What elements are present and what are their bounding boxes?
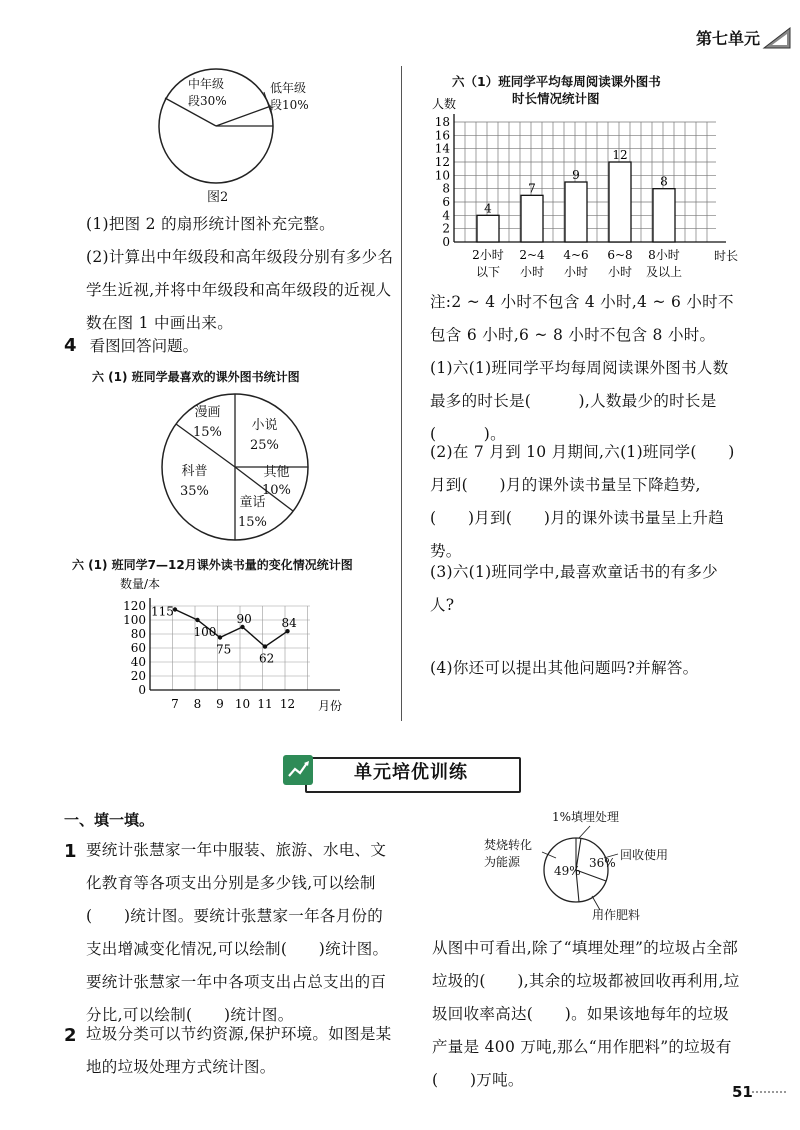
garbage-burn-label-2: 为能源: [484, 855, 521, 869]
line-y-tick: 0: [138, 683, 146, 697]
pie2-low-pct: 段10%: [270, 98, 309, 112]
bar: [565, 182, 587, 242]
q4-text: 看图回答问题。: [89, 337, 199, 355]
reading-time-bar-chart: [420, 97, 739, 283]
line-y-tick: 40: [130, 655, 146, 669]
bar-x-tick-line2: 及以上: [645, 265, 683, 279]
bar-x-tick-line2: 小时: [519, 265, 545, 279]
bar-y-tick: 14: [434, 141, 450, 156]
line-chart-title: 六 (1) 班同学7—12月课外读书量的变化情况统计图: [72, 558, 353, 572]
bar-x-tick-line1: 6~8: [607, 248, 633, 262]
line-data-label: 62: [259, 651, 275, 666]
section-heading: 一、填一填。: [64, 811, 155, 829]
bar-x-tick-line1: 8小时: [648, 248, 680, 262]
line-y-tick: 80: [130, 627, 146, 641]
bar: [477, 215, 499, 242]
bar-x-tick-line2: 小时: [563, 265, 589, 279]
bar-data-label: 4: [484, 201, 492, 216]
pie2-low-label: 低年级: [270, 81, 307, 95]
bar: [653, 189, 675, 242]
bar: [609, 162, 631, 242]
pie-kepu-label: 科普: [181, 464, 208, 479]
bar-y-tick: 2: [442, 221, 450, 236]
pie2-mid-label: 中年级: [188, 77, 225, 91]
pie-xiaoshuo-label: 小说: [251, 418, 278, 433]
bar-y-tick: 6: [442, 195, 450, 209]
pie-qita-pct: 10%: [262, 483, 291, 498]
footer-dots: [752, 1091, 786, 1096]
pie-manhua-pct: 15%: [193, 425, 222, 440]
reading-volume-line-chart: [110, 574, 360, 714]
bar-y-tick: 16: [434, 128, 450, 143]
garbage-recycle-label: 回收使用: [620, 848, 669, 862]
bar-y-tick: 0: [442, 235, 450, 249]
line-series: [175, 610, 288, 647]
garbage-landfill-label: 1%填埋处理: [552, 810, 620, 824]
bar-x-label: 时长: [714, 249, 739, 263]
line-data-label: 84: [281, 616, 297, 631]
line-y-tick: 60: [130, 641, 146, 655]
bar-x-tick-line1: 4~6: [563, 248, 589, 262]
section-q1-text: 要统计张慧家一年中服装、旅游、水电、文化教育等各项支出分别是多少钱,可以绘制( )统计图。要统计张慧家一年各月份的支出增减变化情况,可以绘制( )统计图。要统计张慧家一年中各项支出占总支出的百分比,可以绘制( )统计图。: [86, 841, 389, 1024]
line-point: [195, 618, 199, 622]
bar-chart-note: 注:2 ~ 4 小时不包含 4 小时,4 ~ 6 小时不包含 6 小时,6 ~ 8 小时不包含 8 小时。: [430, 293, 734, 344]
line-data-label: 75: [216, 642, 232, 657]
bar-data-label: 8: [660, 174, 668, 189]
garbage-burn-label-1: 焚烧转化: [484, 838, 533, 852]
bar: [521, 195, 543, 242]
line-y-tick: 20: [130, 669, 146, 683]
bar-y-tick: 10: [434, 168, 450, 183]
page-number: 51: [732, 1083, 753, 1101]
q3-part2: (2)计算出中年级段和高年级段分别有多少名学生近视,并将中年级段和高年级段的近视人数在图 1 中画出来。: [86, 248, 394, 332]
triangle-ruler-icon: [762, 26, 792, 50]
line-y-label: 数量/本: [120, 577, 161, 591]
bar-y-label: 人数: [432, 97, 457, 111]
bar-data-label: 9: [572, 168, 580, 182]
pie-manhua-label: 漫画: [194, 405, 221, 420]
figure-caption: 图2: [207, 190, 229, 205]
unit-title: 第七单元: [695, 29, 760, 48]
bar-y-tick: 12: [434, 155, 450, 169]
garbage-burn-pct: 49%: [554, 864, 581, 878]
line-data-label: 90: [236, 612, 252, 626]
pie-tonghua-pct: 15%: [238, 515, 267, 530]
pie-xiaoshuo-pct: 25%: [250, 438, 279, 453]
column-divider: [401, 66, 402, 721]
books-pie-title: 六 (1) 班同学最喜欢的课外图书统计图: [92, 370, 300, 384]
pie-qita-label: 其他: [263, 465, 290, 480]
line-point: [263, 644, 267, 648]
bar-data-label: 7: [528, 181, 536, 196]
right-q3: (3)六(1)班同学中,最喜欢童话书的有多少人?: [430, 563, 718, 614]
line-x-tick: 8: [193, 697, 202, 711]
banner-title: 单元培优训练: [354, 762, 468, 783]
line-x-label: 月份: [318, 699, 343, 713]
garbage-fert-label: 用作肥料: [592, 908, 641, 922]
line-point: [218, 635, 222, 639]
bar-y-tick: 18: [434, 115, 450, 129]
bar-y-tick: 8: [442, 181, 450, 196]
bar-x-tick-line1: 2~4: [519, 248, 545, 262]
q4-number: 4: [64, 335, 77, 356]
line-data-label: 115: [151, 604, 174, 619]
bar-chart-title-line1: 六（1）班同学平均每周阅读课外图书: [452, 74, 661, 89]
books-pie-chart: [155, 390, 315, 550]
garbage-recycle-pct: 36%: [589, 856, 616, 870]
bar-x-tick-line2: 小时: [607, 265, 633, 279]
pie2-mid-pct: 段30%: [188, 94, 227, 108]
section-q1-number: 1: [64, 841, 77, 862]
line-x-tick: 10: [234, 697, 251, 711]
q3-part1: (1)把图 2 的扇形统计图补充完整。: [86, 215, 335, 233]
section-q2-text: 垃圾分类可以节约资源,保护环境。如图是某地的垃圾处理方式统计图。: [86, 1025, 392, 1076]
pie-tonghua-label: 童话: [239, 495, 266, 510]
line-y-tick: 120: [123, 599, 146, 613]
section-q2-number: 2: [64, 1025, 77, 1046]
bar-chart-title-line2: 时长情况统计图: [512, 91, 600, 106]
line-x-tick: 7: [171, 697, 179, 711]
line-y-tick: 100: [123, 613, 146, 627]
pie-kepu-pct: 35%: [180, 484, 209, 499]
bar-x-tick-line1: 2小时: [472, 248, 504, 262]
section-banner: [283, 755, 521, 793]
line-x-tick: 12: [279, 697, 296, 711]
line-x-tick: 11: [257, 697, 273, 711]
section-q2-right-text: 从图中可看出,除了“填埋处理”的垃圾占全部垃圾的( ),其余的垃圾都被回收再利用,垃圾回收率高达( )。如果该地每年的垃圾产量是 400 万吨,那么“用作肥料”的垃圾有( )万吨。: [432, 939, 740, 1089]
bar-x-tick-line2: 以下: [475, 265, 501, 279]
bar-data-label: 12: [612, 148, 628, 162]
bar-y-tick: 4: [442, 208, 450, 223]
right-q1: (1)六(1)班同学平均每周阅读课外图书人数最多的时长是( ),人数最少的时长是( )。: [430, 359, 729, 443]
line-data-label: 100: [193, 625, 217, 639]
line-x-tick: 9: [216, 697, 224, 711]
right-q2: (2)在 7 月到 10 月期间,六(1)班同学( )月到( )月的课外读书量呈下降趋势,( )月到( )月的课外读书量呈上升趋势。: [430, 443, 735, 560]
right-q4: (4)你还可以提出其他问题吗?并解答。: [430, 659, 699, 677]
